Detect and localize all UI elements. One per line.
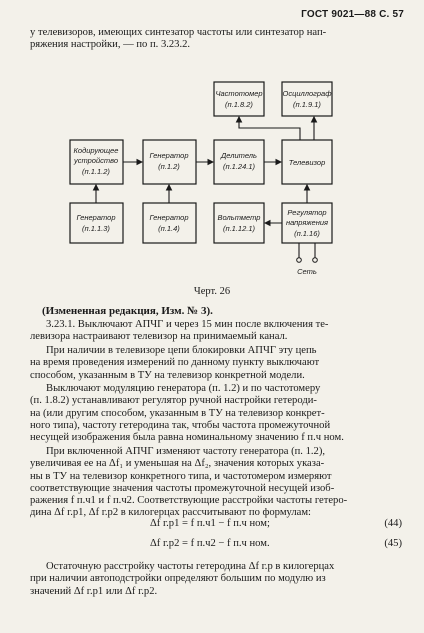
p3-line-5: несущей изображения была равна номинальному значению f п.ч ном. (30, 432, 344, 444)
page-header: ГОСТ 9021—88 С. 57 (301, 9, 404, 20)
p1-line-2: левизора настраивают телевизор на принимаемый канал. (30, 331, 288, 343)
formula-45-number: (45) (384, 538, 402, 549)
divider-ref: (п.1.24.1) (222, 162, 256, 171)
formula-45: Δf г.р2 = f п.ч2 − f п.ч ном. (150, 538, 270, 549)
p3-line-2: (п. 1.8.2) устанавливают регулятор ручной настройки гетероди- (30, 395, 317, 407)
generator-b-box (70, 203, 123, 243)
p5-line-2: при наличии автоподстройки определяют большим по модулю из (30, 573, 326, 585)
intro-line-1: у телевизоров, имеющих синтезатор частоты или синтезатор нап- (30, 27, 327, 38)
p3-line-3: на (или другим способом, указанным в ТУ на телевизор конкрет- (30, 407, 325, 419)
mains-label: Сеть (297, 267, 317, 276)
intro-line-2: ряжения настройки, — по п. 3.23.2. (30, 39, 191, 51)
frequency-meter-box (214, 82, 264, 116)
p4-line-4: соответствующие значения частоты промежуточной несущей изоб- (30, 482, 335, 494)
formula-44-number: (44) (384, 518, 402, 529)
p4-line-1: При включенной АПЧГ изменяют частоту генератора (п. 1.2), (46, 446, 326, 457)
p2-line-1: При наличии в телевизоре цепи блокировки АПЧГ эту цепь (46, 345, 317, 356)
p4-line-5: ражения f п.ч1 и f п.ч2. Соответствующие расстройки частоты гетеро- (30, 495, 348, 507)
paragraph-modulation (30, 383, 402, 444)
voltmeter-title: Вольтметр (217, 213, 261, 222)
generator-c-box (143, 203, 196, 243)
coding-device-title-1: Кодирующее (73, 146, 119, 155)
p3-line-4: ного типа), частоту гетеродина так, чтобы частота промежуточной (30, 419, 331, 431)
p2-line-3: способом, указанным в ТУ на телевизор конкретной модели. (30, 369, 305, 381)
divider-title: Делитель (221, 151, 257, 160)
tv-title: Телевизор (288, 158, 326, 167)
mains-terminals (297, 258, 318, 263)
p2-line-2: на время проведения измерений по данному пункту выключают (30, 357, 320, 369)
frequency-meter-ref: (п.1.8.2) (225, 100, 253, 109)
p5-line-1: Остаточную расстройку частоты гетеродина Δf г.р в килогерцах (46, 561, 335, 572)
regulator-title-2: напряжения (285, 218, 329, 227)
intro-paragraph (30, 27, 402, 52)
frequency-meter-title: Частотомер (215, 89, 263, 98)
p1-line-1: 3.23.1. Выключают АПЧГ и через 15 мин после включения те- (46, 319, 329, 330)
voltmeter-box (214, 203, 264, 243)
formula-44: Δf г.р1 = f п.ч1 − f п.ч ном; (150, 518, 270, 529)
coding-device-ref: (п.1.1.2) (82, 167, 110, 176)
paragraph-apchg (30, 446, 402, 520)
generator-b-ref: (п.1.1.3) (82, 224, 110, 233)
coding-device-title-2: устройство (73, 156, 119, 165)
figure-caption: Черт. 26 (193, 286, 231, 297)
p3-line-1: Выключают модуляцию генератора (п. 1.2) и по частотомеру (46, 383, 321, 394)
p4-line-2: увеличивая ее на Δf₁ и уменьшая на Δf₂, значения которых указа- (30, 458, 325, 470)
p4-line-3: ны в ТУ на телевизор конкретного типа, и частотомером измеряют (30, 470, 332, 482)
oscilloscope-title: Осциллограф (282, 89, 332, 98)
paragraph-3-23-1 (30, 319, 402, 344)
generator-b-title: Генератор (76, 213, 116, 222)
generator-c-ref: (п.1.4) (158, 224, 180, 233)
voltmeter-ref: (п.1.12.1) (222, 224, 256, 233)
generator-c-title: Генератор (149, 213, 189, 222)
oscilloscope-box (282, 82, 332, 116)
paragraph-residual (30, 561, 402, 598)
generator-a-title: Генератор (149, 151, 189, 160)
regulator-title-1: Регулятор (287, 208, 327, 217)
p4-line-6: дина Δf г.р1, Δf г.р2 в килогерцах рассчитывают по формулам: (30, 507, 311, 519)
oscilloscope-ref: (п.1.9.1) (293, 100, 321, 109)
paragraph-blocking (30, 345, 402, 382)
regulator-ref: (п.1.16) (294, 229, 320, 238)
generator-a-ref: (п.1.2) (158, 162, 180, 171)
amendment-note: (Измененная редакция, Изм. № 3). (42, 305, 213, 317)
p5-line-3: значений Δf г.р1 или Δf г.р2. (30, 585, 158, 597)
